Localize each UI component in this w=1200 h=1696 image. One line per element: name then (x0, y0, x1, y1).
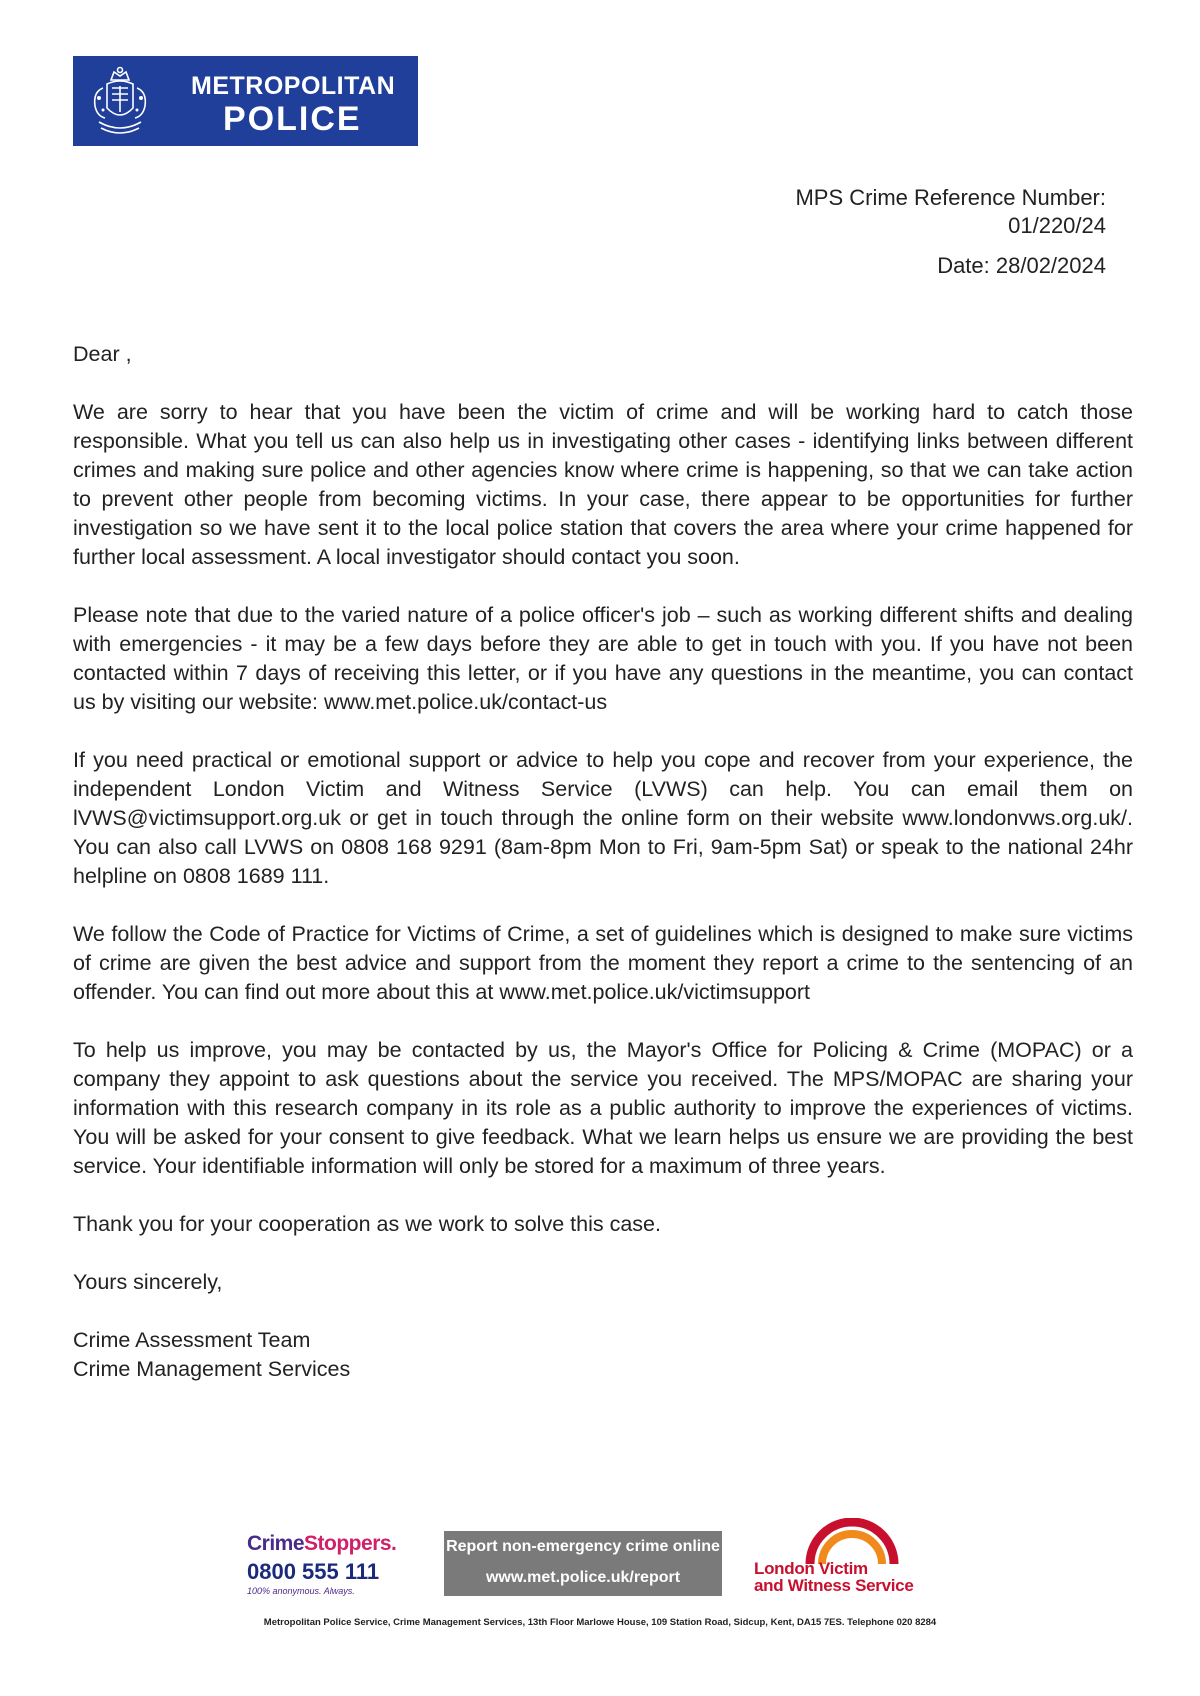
crimestoppers-name (247, 1532, 427, 1556)
logo-text-metropolitan: METROPOLITAN (191, 72, 396, 100)
report-url: www.met.police.uk/report (485, 1569, 681, 1586)
paragraph: To help us improve, you may be contacted by us, the Mayor's Office for Policing & Crime (MOPAC) or a company they appoint to ask questions about the service you received. The MPS/MOPAC are sharing your information with this research company in its role as a public authority to improve the experiences of victims. You will be asked for your consent to give feedback. What we learn helps us ensure we are providing the best service. Your identifiable information will only be stored for a maximum of three years. (73, 1038, 1133, 1178)
paragraph: We follow the Code of Practice for Victims of Crime, a set of guidelines which is designed to make sure victims of crime are given the best advice and support from the moment they report a crime to the sentencing of an offender. You can find out more about this at www.met.police.uk/victimsupport (73, 922, 1133, 1004)
paragraph: Thank you for your cooperation as we work to solve this case. (73, 1212, 661, 1236)
paragraph: We are sorry to hear that you have been the victim of crime and will be working hard to catch those responsible. What you tell us can also help us in investigating other cases - identifying links between different crimes and making sure police and other agencies know where crime is happening, so that we can take action to prevent other people from becoming victims. In your case, there appear to be opportunities for further investigation so we have sent it to the local police station that covers the area where your crime happened for further local assessment. A local investigator should contact you soon. (73, 400, 1133, 569)
letter-body (73, 340, 1133, 1384)
reference-block (795, 184, 1106, 280)
paragraph: If you need practical or emotional support or advice to help you cope and recover from your experience, the independent London Victim and Witness Service (LVWS) can help. You can email them on lVWS@victimsupport.org.uk or get in touch through the online form on their website www.londonvws.org.uk/. You can also call LVWS on 0808 168 9291 (8am-8pm Mon to Fri, 9am-5pm Sat) or speak to the national 24hr helpline on 0808 1689 111. (73, 748, 1133, 888)
lvws-name (754, 1560, 914, 1594)
paragraph: Please note that due to the varied nature of a police officer's job – such as working different shifts and dealing with emergencies - it may be a few days before they are able to get in touch with you. If you have not been contacted within 7 days of receiving this letter, or if you have any questions in the meantime, you can contact us by visiting our website: www.met.police.uk/contact-us (73, 603, 1133, 714)
lvws-line2: and Witness Service (754, 1576, 914, 1595)
crimestoppers-name-part1: Crime (247, 1532, 305, 1555)
met-police-logo (73, 56, 418, 146)
lvws-line1: London Victim (754, 1559, 868, 1578)
crimestoppers-phone: 0800 555 111 (247, 1559, 380, 1584)
reference-number: 01/220/24 (1008, 213, 1106, 238)
crimestoppers-logo (247, 1532, 427, 1596)
royal-crest-icon (81, 62, 159, 140)
reference-label: MPS Crime Reference Number: (795, 185, 1106, 210)
report-online-box (444, 1531, 722, 1596)
signature-line: Crime Management Services (73, 1357, 351, 1381)
salutation: Dear , (73, 342, 132, 366)
crimestoppers-name-part2: Stoppers. (304, 1532, 397, 1555)
letter-date: Date: 28/02/2024 (937, 253, 1106, 278)
report-line1: Report non-emergency crime online (446, 1538, 720, 1555)
logo-text-police: POLICE (223, 100, 362, 138)
footer-address: Metropolitan Police Service, Crime Management Services, 13th Floor Marlowe House, 109 Station Road, Sidcup, Kent, DA15 7ES. Telephone 020 8284 (263, 1617, 937, 1628)
rainbow-arc-icon (804, 1518, 900, 1564)
signature-line: Crime Assessment Team (73, 1328, 311, 1352)
closing: Yours sincerely, (73, 1270, 223, 1294)
lvws-logo (754, 1518, 944, 1598)
crimestoppers-tagline: 100% anonymous. Always. (247, 1586, 355, 1596)
